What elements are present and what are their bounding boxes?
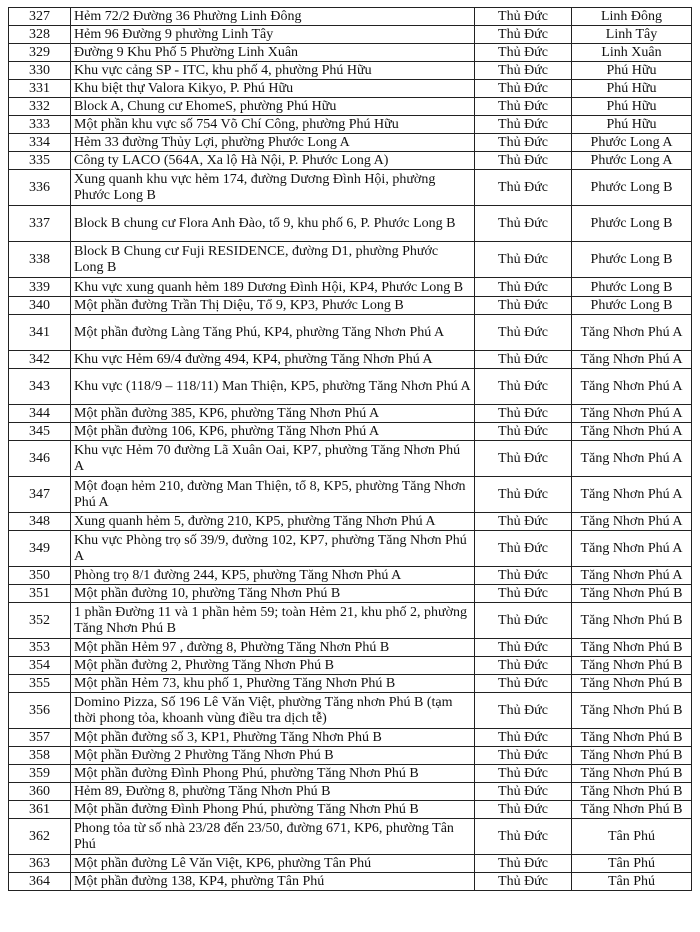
location-description: Xung quanh hẻm 5, đường 210, KP5, phường Tăng Nhơn Phú A <box>71 513 475 531</box>
district-cell: Thủ Đức <box>475 405 572 423</box>
row-number: 339 <box>9 278 71 297</box>
location-description: Một phần đường 10, phường Tăng Nhơn Phú B <box>71 585 475 603</box>
table-row <box>9 98 692 116</box>
table-row <box>9 657 692 675</box>
location-description: Khu vực Hẻm 70 đường Lã Xuân Oai, KP7, phường Tăng Nhơn Phú A <box>71 441 475 477</box>
table-row <box>9 747 692 765</box>
location-description: Block A, Chung cư EhomeS, phường Phú Hữu <box>71 98 475 116</box>
district-cell: Thủ Đức <box>475 747 572 765</box>
district-cell: Thủ Đức <box>475 62 572 80</box>
row-number: 348 <box>9 513 71 531</box>
district-cell: Thủ Đức <box>475 152 572 170</box>
row-number: 353 <box>9 639 71 657</box>
location-description: Một phần Hẻm 97 , đường 8, Phường Tăng Nhơn Phú B <box>71 639 475 657</box>
row-number: 364 <box>9 873 71 891</box>
ward-cell: Phú Hữu <box>572 80 692 98</box>
ward-cell: Linh Đông <box>572 8 692 26</box>
row-number: 335 <box>9 152 71 170</box>
district-cell: Thủ Đức <box>475 567 572 585</box>
district-cell: Thủ Đức <box>475 26 572 44</box>
district-cell: Thủ Đức <box>475 206 572 242</box>
row-number: 350 <box>9 567 71 585</box>
row-number: 330 <box>9 62 71 80</box>
district-cell: Thủ Đức <box>475 441 572 477</box>
table-row <box>9 80 692 98</box>
row-number: 341 <box>9 315 71 351</box>
location-description: Một phần đường 2, Phường Tăng Nhơn Phú B <box>71 657 475 675</box>
district-cell: Thủ Đức <box>475 351 572 369</box>
location-description: Block B Chung cư Fuji RESIDENCE, đường D1, phường Phước Long B <box>71 242 475 278</box>
ward-cell: Tăng Nhơn Phú A <box>572 351 692 369</box>
table-row <box>9 693 692 729</box>
location-description: Một phần Hẻm 73, khu phố 1, Phường Tăng Nhơn Phú B <box>71 675 475 693</box>
ward-cell: Linh Xuân <box>572 44 692 62</box>
ward-cell: Tăng Nhơn Phú B <box>572 585 692 603</box>
district-cell: Thủ Đức <box>475 98 572 116</box>
ward-cell: Phú Hữu <box>572 62 692 80</box>
table-row <box>9 855 692 873</box>
location-description: Công ty LACO (564A, Xa lộ Hà Nội, P. Phước Long A) <box>71 152 475 170</box>
location-description: Domino Pizza, Số 196 Lê Văn Việt, phường Tăng nhơn Phú B (tạm thời phong tỏa, khoanh vùng điều tra dịch tễ) <box>71 693 475 729</box>
row-number: 359 <box>9 765 71 783</box>
district-cell: Thủ Đức <box>475 369 572 405</box>
district-cell: Thủ Đức <box>475 423 572 441</box>
row-number: 332 <box>9 98 71 116</box>
ward-cell: Tăng Nhơn Phú B <box>572 729 692 747</box>
row-number: 333 <box>9 116 71 134</box>
ward-cell: Phước Long A <box>572 152 692 170</box>
location-description: Khu vực xung quanh hẻm 189 Dương Đình Hội, KP4, Phước Long B <box>71 278 475 297</box>
ward-cell: Tăng Nhơn Phú A <box>572 531 692 567</box>
location-description: Một phần đường 106, KP6, phường Tăng Nhơn Phú A <box>71 423 475 441</box>
location-description: Một đoạn hẻm 210, đường Man Thiện, tổ 8, KP5, phường Tăng Nhơn Phú A <box>71 477 475 513</box>
ward-cell: Tăng Nhơn Phú B <box>572 765 692 783</box>
location-description: Xung quanh khu vực hẻm 174, đường Dương Đình Hội, phường Phước Long B <box>71 170 475 206</box>
row-number: 360 <box>9 783 71 801</box>
district-cell: Thủ Đức <box>475 134 572 152</box>
location-description: Khu biệt thự Valora Kikyo, P. Phú Hữu <box>71 80 475 98</box>
ward-cell: Tăng Nhơn Phú B <box>572 639 692 657</box>
location-description: Một phần đường Trần Thị Diệu, Tổ 9, KP3, Phước Long B <box>71 297 475 315</box>
table-row <box>9 26 692 44</box>
table-row <box>9 639 692 657</box>
district-cell: Thủ Đức <box>475 603 572 639</box>
district-cell: Thủ Đức <box>475 675 572 693</box>
location-description: 1 phần Đường 11 và 1 phần hẻm 59; toàn Hẻm 21, khu phố 2, phường Tăng Nhơn Phú B <box>71 603 475 639</box>
table-row <box>9 8 692 26</box>
district-cell: Thủ Đức <box>475 657 572 675</box>
district-cell: Thủ Đức <box>475 765 572 783</box>
ward-cell: Tăng Nhơn Phú A <box>572 315 692 351</box>
table-row <box>9 278 692 297</box>
district-cell: Thủ Đức <box>475 585 572 603</box>
location-description: Một phần Đường 2 Phường Tăng Nhơn Phú B <box>71 747 475 765</box>
ward-cell: Tân Phú <box>572 855 692 873</box>
ward-cell: Tăng Nhơn Phú A <box>572 477 692 513</box>
row-number: 338 <box>9 242 71 278</box>
row-number: 361 <box>9 801 71 819</box>
location-description: Block B chung cư Flora Anh Đào, tổ 9, khu phố 6, P. Phước Long B <box>71 206 475 242</box>
row-number: 349 <box>9 531 71 567</box>
ward-cell: Phước Long B <box>572 170 692 206</box>
location-description: Một phần đường Lê Văn Việt, KP6, phường Tân Phú <box>71 855 475 873</box>
district-cell: Thủ Đức <box>475 170 572 206</box>
ward-cell: Phước Long B <box>572 297 692 315</box>
district-cell: Thủ Đức <box>475 873 572 891</box>
location-description: Khu vực (118/9 – 118/11) Man Thiện, KP5, phường Tăng Nhơn Phú A <box>71 369 475 405</box>
row-number: 334 <box>9 134 71 152</box>
table-row <box>9 873 692 891</box>
row-number: 352 <box>9 603 71 639</box>
table-row <box>9 603 692 639</box>
location-description: Đường 9 Khu Phố 5 Phường Linh Xuân <box>71 44 475 62</box>
ward-cell: Tăng Nhơn Phú A <box>572 423 692 441</box>
district-cell: Thủ Đức <box>475 783 572 801</box>
location-description: Một phần đường Đình Phong Phú, phường Tăng Nhơn Phú B <box>71 801 475 819</box>
ward-cell: Phước Long B <box>572 242 692 278</box>
ward-cell: Phước Long A <box>572 134 692 152</box>
location-description: Hẻm 72/2 Đường 36 Phường Linh Đông <box>71 8 475 26</box>
district-cell: Thủ Đức <box>475 855 572 873</box>
district-cell: Thủ Đức <box>475 315 572 351</box>
district-cell: Thủ Đức <box>475 278 572 297</box>
row-number: 329 <box>9 44 71 62</box>
row-number: 331 <box>9 80 71 98</box>
table-row <box>9 242 692 278</box>
table-row <box>9 675 692 693</box>
ward-cell: Tăng Nhơn Phú A <box>572 369 692 405</box>
table-row <box>9 315 692 351</box>
ward-cell: Phú Hữu <box>572 116 692 134</box>
district-cell: Thủ Đức <box>475 44 572 62</box>
ward-cell: Tăng Nhơn Phú B <box>572 675 692 693</box>
row-number: 362 <box>9 819 71 855</box>
location-description: Khu vực cảng SP - ITC, khu phố 4, phường Phú Hữu <box>71 62 475 80</box>
row-number: 327 <box>9 8 71 26</box>
row-number: 328 <box>9 26 71 44</box>
ward-cell: Tăng Nhơn Phú B <box>572 783 692 801</box>
row-number: 344 <box>9 405 71 423</box>
table-row <box>9 477 692 513</box>
ward-cell: Tân Phú <box>572 819 692 855</box>
lockdown-area-table <box>8 7 692 891</box>
district-cell: Thủ Đức <box>475 242 572 278</box>
ward-cell: Linh Tây <box>572 26 692 44</box>
location-description: Một phần đường 385, KP6, phường Tăng Nhơn Phú A <box>71 405 475 423</box>
ward-cell: Tăng Nhơn Phú B <box>572 657 692 675</box>
location-description: Một phần đường số 3, KP1, Phường Tăng Nhơn Phú B <box>71 729 475 747</box>
district-cell: Thủ Đức <box>475 513 572 531</box>
ward-cell: Tăng Nhơn Phú B <box>572 801 692 819</box>
district-cell: Thủ Đức <box>475 801 572 819</box>
table-row <box>9 585 692 603</box>
row-number: 354 <box>9 657 71 675</box>
table-body <box>9 8 692 891</box>
location-description: Khu vực Hẻm 69/4 đường 494, KP4, phường Tăng Nhơn Phú A <box>71 351 475 369</box>
ward-cell: Tân Phú <box>572 873 692 891</box>
table-row <box>9 405 692 423</box>
table-row <box>9 567 692 585</box>
location-description: Một phần đường 138, KP4, phường Tân Phú <box>71 873 475 891</box>
location-description: Khu vực Phòng trọ số 39/9, đường 102, KP7, phường Tăng Nhơn Phú A <box>71 531 475 567</box>
district-cell: Thủ Đức <box>475 116 572 134</box>
table-row <box>9 819 692 855</box>
table-row <box>9 765 692 783</box>
table-row <box>9 513 692 531</box>
table-row <box>9 369 692 405</box>
ward-cell: Tăng Nhơn Phú B <box>572 693 692 729</box>
location-description: Một phần đường Làng Tăng Phú, KP4, phường Tăng Nhơn Phú A <box>71 315 475 351</box>
row-number: 357 <box>9 729 71 747</box>
location-description: Phong tỏa từ số nhà 23/28 đến 23/50, đường 671, KP6, phường Tân Phú <box>71 819 475 855</box>
table-row <box>9 206 692 242</box>
ward-cell: Tăng Nhơn Phú A <box>572 567 692 585</box>
district-cell: Thủ Đức <box>475 297 572 315</box>
table-row <box>9 134 692 152</box>
row-number: 346 <box>9 441 71 477</box>
table-row <box>9 170 692 206</box>
table-row <box>9 441 692 477</box>
row-number: 337 <box>9 206 71 242</box>
row-number: 358 <box>9 747 71 765</box>
location-description: Hẻm 89, Đường 8, phường Tăng Nhơn Phú B <box>71 783 475 801</box>
table-row <box>9 531 692 567</box>
ward-cell: Tăng Nhơn Phú A <box>572 513 692 531</box>
location-description: Phòng trọ 8/1 đường 244, KP5, phường Tăng Nhơn Phú A <box>71 567 475 585</box>
row-number: 343 <box>9 369 71 405</box>
row-number: 345 <box>9 423 71 441</box>
table-row <box>9 729 692 747</box>
ward-cell: Tăng Nhơn Phú A <box>572 441 692 477</box>
row-number: 356 <box>9 693 71 729</box>
district-cell: Thủ Đức <box>475 639 572 657</box>
district-cell: Thủ Đức <box>475 80 572 98</box>
table-row <box>9 62 692 80</box>
table-row <box>9 801 692 819</box>
ward-cell: Tăng Nhơn Phú A <box>572 405 692 423</box>
location-description: Hẻm 96 Đường 9 phường Linh Tây <box>71 26 475 44</box>
district-cell: Thủ Đức <box>475 693 572 729</box>
table-row <box>9 351 692 369</box>
table-row <box>9 152 692 170</box>
row-number: 347 <box>9 477 71 513</box>
ward-cell: Tăng Nhơn Phú B <box>572 603 692 639</box>
ward-cell: Phước Long B <box>572 206 692 242</box>
district-cell: Thủ Đức <box>475 819 572 855</box>
district-cell: Thủ Đức <box>475 477 572 513</box>
document-page <box>8 7 692 891</box>
table-row <box>9 44 692 62</box>
ward-cell: Phú Hữu <box>572 98 692 116</box>
ward-cell: Tăng Nhơn Phú B <box>572 747 692 765</box>
row-number: 351 <box>9 585 71 603</box>
row-number: 340 <box>9 297 71 315</box>
district-cell: Thủ Đức <box>475 729 572 747</box>
row-number: 363 <box>9 855 71 873</box>
table-row <box>9 116 692 134</box>
row-number: 336 <box>9 170 71 206</box>
table-row <box>9 783 692 801</box>
row-number: 342 <box>9 351 71 369</box>
location-description: Một phần khu vực số 754 Võ Chí Công, phường Phú Hữu <box>71 116 475 134</box>
row-number: 355 <box>9 675 71 693</box>
location-description: Một phần đường Đình Phong Phú, phường Tăng Nhơn Phú B <box>71 765 475 783</box>
table-row <box>9 423 692 441</box>
ward-cell: Phước Long B <box>572 278 692 297</box>
location-description: Hẻm 33 đường Thủy Lợi, phường Phước Long A <box>71 134 475 152</box>
table-row <box>9 297 692 315</box>
district-cell: Thủ Đức <box>475 8 572 26</box>
district-cell: Thủ Đức <box>475 531 572 567</box>
